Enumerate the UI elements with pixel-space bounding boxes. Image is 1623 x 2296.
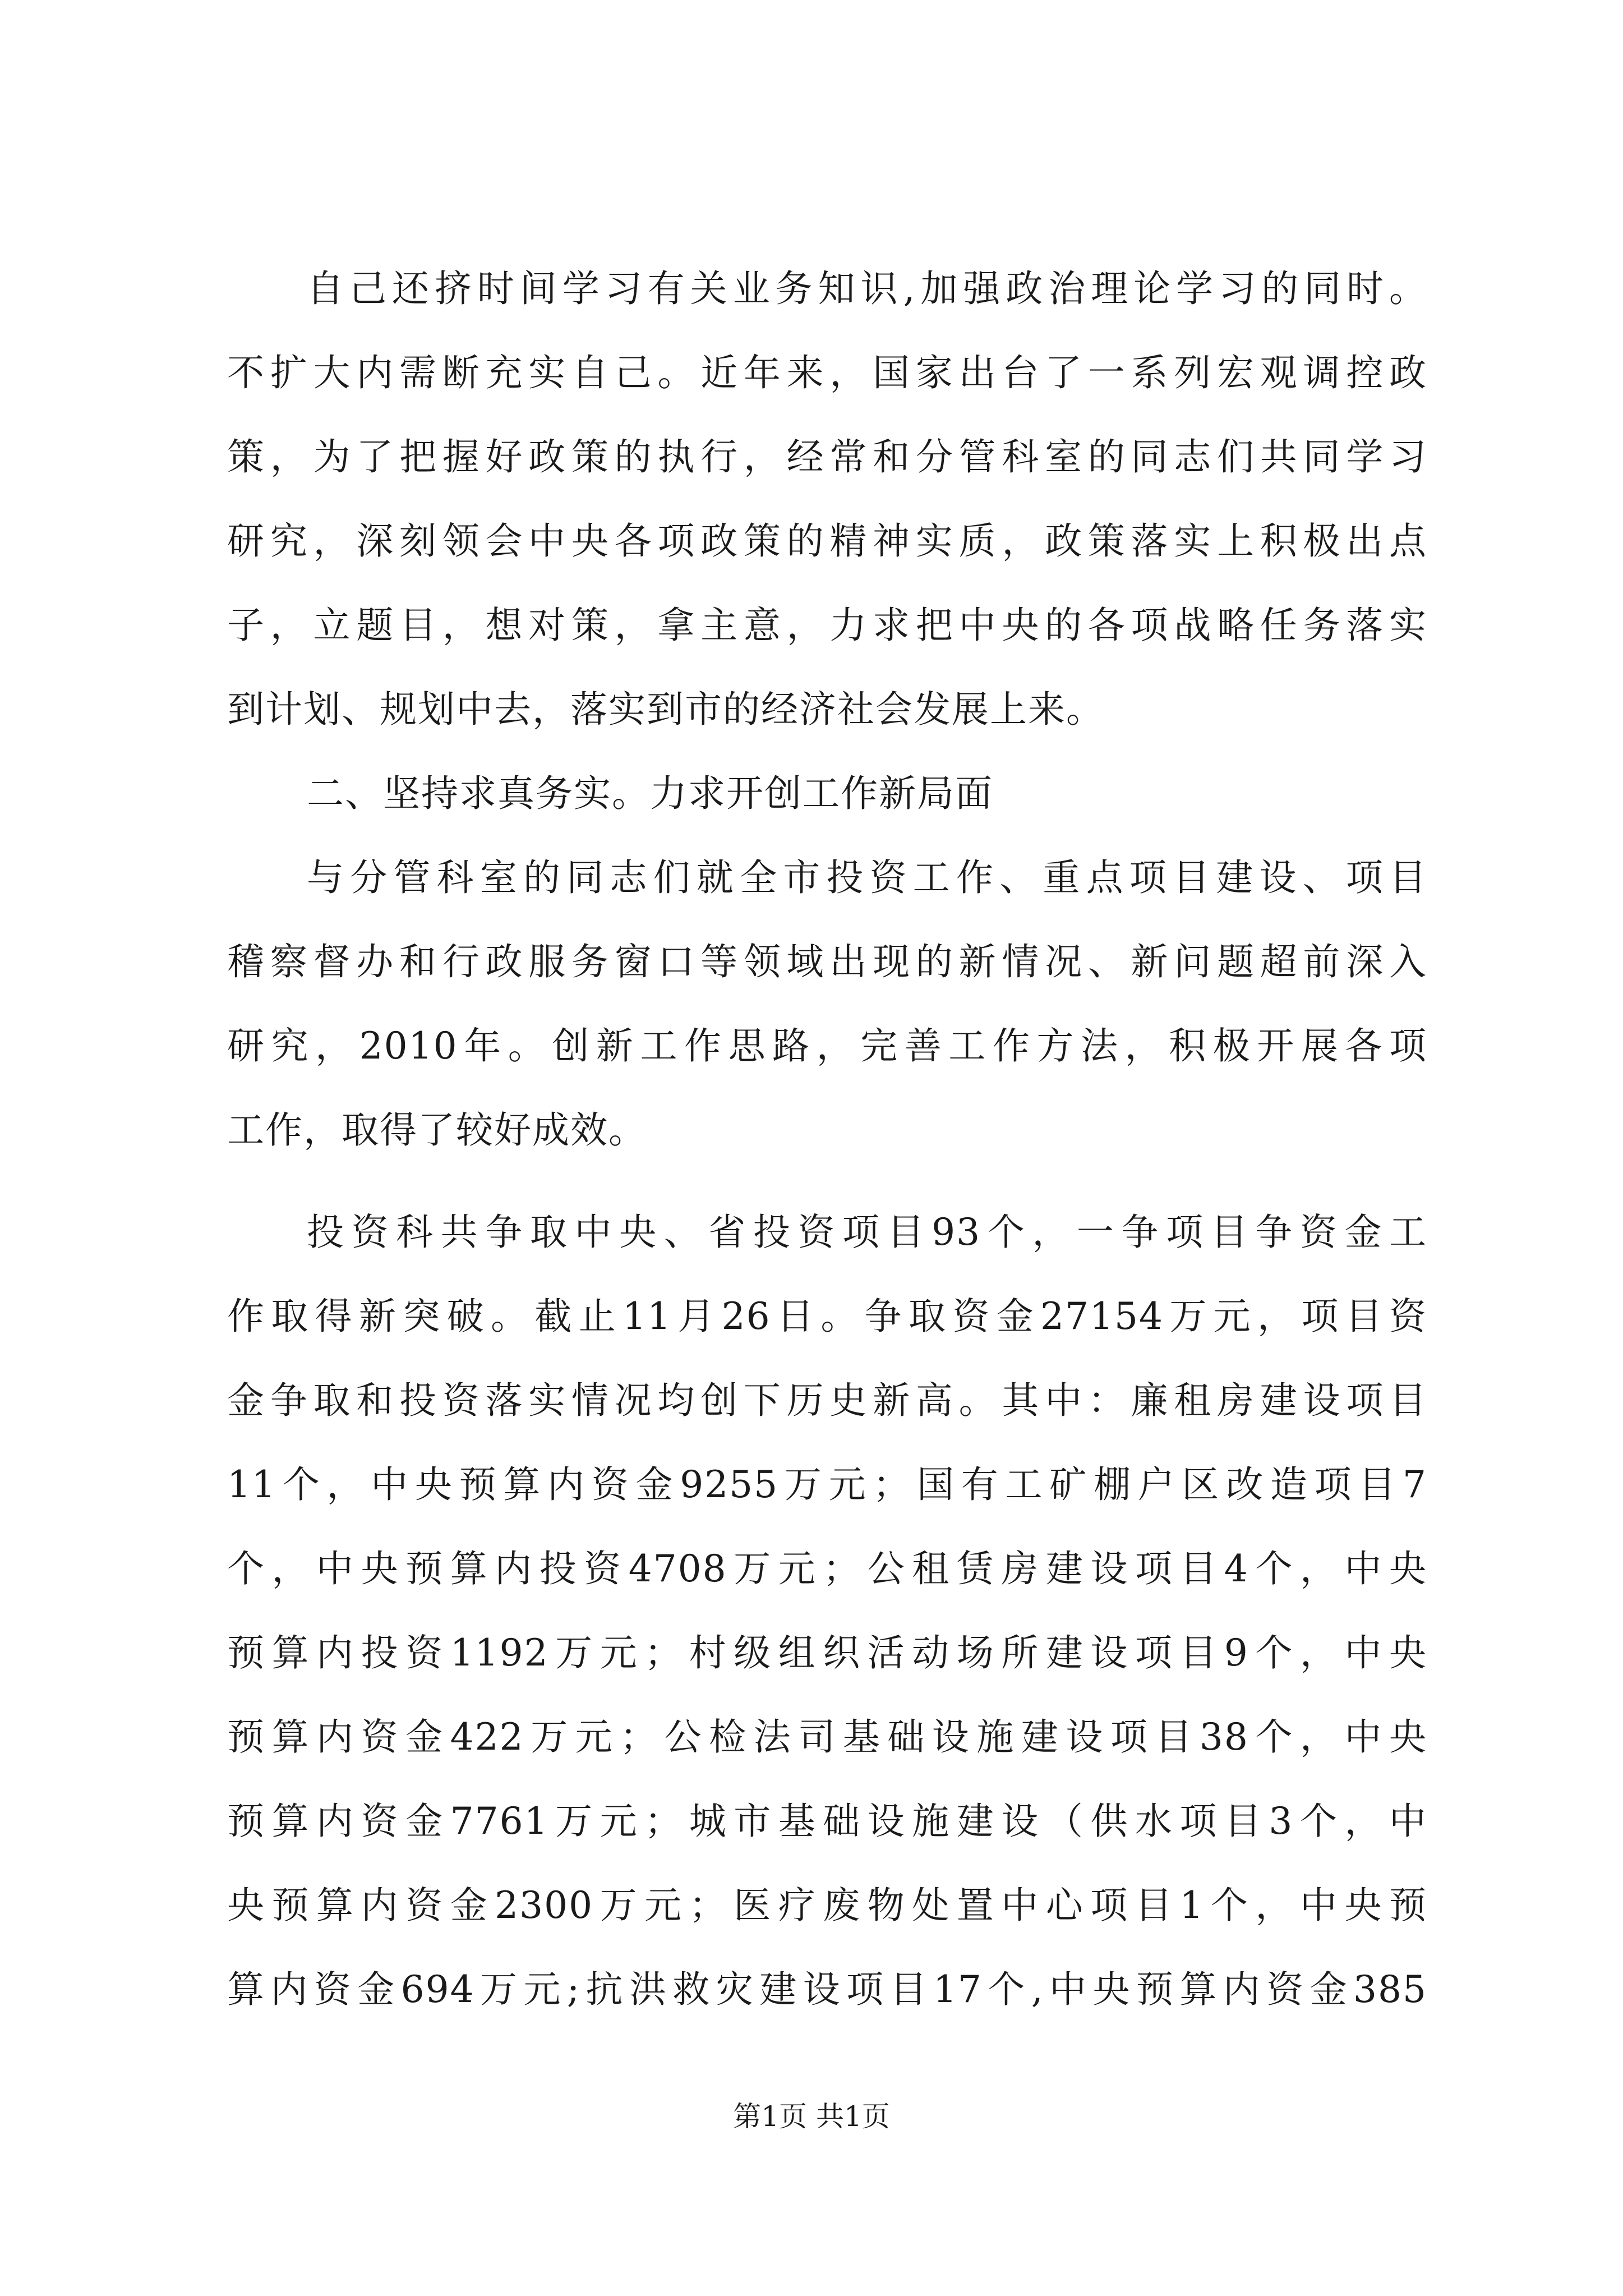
section-heading: 二、坚持求真务实。力求开创工作新局面	[307, 772, 993, 815]
text-line: 11个，中央预算内资金9255万元；国有工矿棚户区改造项目7	[227, 1463, 1427, 1506]
text-line: 算内资金694万元;抗洪救灾建设项目17个,中央预算内资金385	[227, 1968, 1427, 2011]
text-line: 个，中央预算内投资4708万元；公租赁房建设项目4个，中央	[227, 1547, 1427, 1590]
text-line: 子，立题目，想对策，拿主意，力求把中央的各项战略任务落实	[227, 604, 1427, 647]
text-line: 研究，深刻领会中央各项政策的精神实质，政策落实上积极出点	[227, 519, 1427, 563]
text-line: 不扩大内需断充实自己。近年来，国家出台了一系列宏观调控政	[227, 351, 1427, 394]
text-line: 稽察督办和行政服务窗口等领域出现的新情况、新问题超前深入	[227, 940, 1427, 983]
text-line: 自己还挤时间学习有关业务知识,加强政治理论学习的同时。	[307, 267, 1427, 310]
text-line: 金争取和投资落实情况均创下历史新高。其中：廉租房建设项目	[227, 1379, 1427, 1422]
text-line: 作取得新突破。截止11月26日。争取资金27154万元，项目资	[227, 1295, 1427, 1338]
page-number-footer: 第1页 共1页	[733, 2100, 890, 2133]
text-line: 工作，取得了较好成效。	[227, 1108, 647, 1152]
text-line: 预算内资金7761万元；城市基础设施建设（供水项目3个，中	[227, 1800, 1427, 1843]
text-line: 到计划、规划中去，落实到市的经济社会发展上来。	[227, 688, 1104, 731]
text-line: 策，为了把握好政策的执行，经常和分管科室的同志们共同学习	[227, 435, 1427, 478]
text-line: 与分管科室的同志们就全市投资工作、重点项目建设、项目	[307, 856, 1427, 899]
text-line: 央预算内资金2300万元；医疗废物处置中心项目1个，中央预	[227, 1884, 1427, 1927]
text-line: 研究，2010年。创新工作思路，完善工作方法，积极开展各项	[227, 1024, 1427, 1068]
text-line: 预算内投资1192万元；村级组织活动场所建设项目9个，中央	[227, 1631, 1427, 1674]
text-line: 预算内资金422万元；公检法司基础设施建设项目38个，中央	[227, 1715, 1427, 1759]
text-line: 投资科共争取中央、省投资项目93个，一争项目争资金工	[307, 1211, 1427, 1254]
